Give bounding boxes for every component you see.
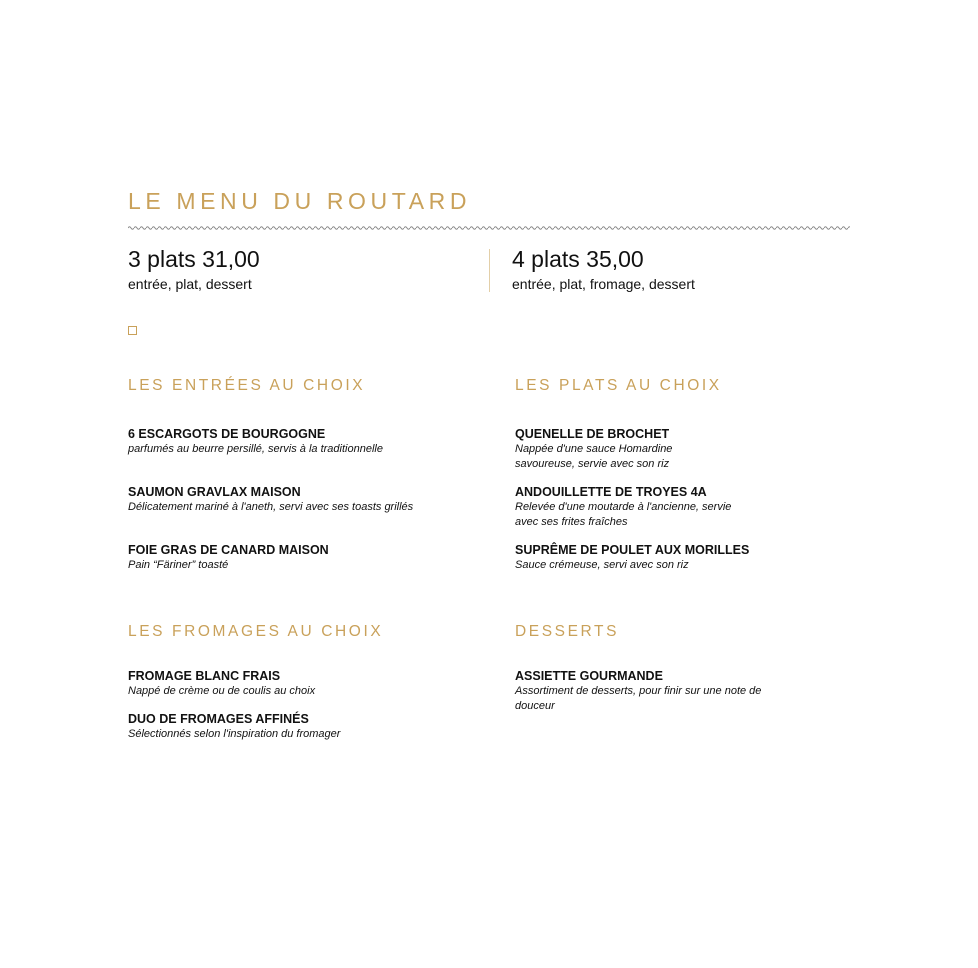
formula-4-price: 4 plats 35,00 <box>512 246 644 272</box>
section-heading-desserts: DESSERTS <box>515 623 620 640</box>
item-name: FROMAGE BLANC FRAIS <box>128 669 281 683</box>
menu-title: LE MENU DU ROUTARD <box>128 188 472 214</box>
item-name: SAUMON GRAVLAX MAISON <box>128 485 301 499</box>
item-desc: Sélectionnés selon l'inspiration du fromager <box>128 728 341 740</box>
item-name: ASSIETTE GOURMANDE <box>515 669 663 683</box>
wavy-divider <box>128 224 850 232</box>
formula-4-courses: entrée, plat, fromage, dessert <box>512 276 695 292</box>
item-name: 6 ESCARGOTS DE BOURGOGNE <box>128 427 326 441</box>
menu-item <box>128 712 488 742</box>
menu-item <box>515 427 735 472</box>
item-desc: Nappé de crème ou de coulis au choix <box>128 685 316 697</box>
item-name: SUPRÊME DE POULET AUX MORILLES <box>515 543 750 557</box>
item-desc: Relevée d'une moutarde à l'ancienne, servie avec ses frites fraîches <box>515 501 732 528</box>
section-heading-plats: LES PLATS AU CHOIX <box>515 377 722 394</box>
menu-item <box>128 485 488 515</box>
square-ornament-icon <box>128 326 137 335</box>
section-heading-entrees: LES ENTRÉES AU CHOIX <box>128 377 366 394</box>
menu-item <box>515 669 783 714</box>
item-desc: Nappée d'une sauce Homardine savoureuse, servie avec son riz <box>515 443 673 470</box>
formula-divider <box>489 249 490 292</box>
item-desc: Pain “Färiner” toasté <box>128 559 229 571</box>
menu-item <box>515 543 795 573</box>
menu-item <box>515 485 735 530</box>
item-desc: Délicatement mariné à l'aneth, servi avec ses toasts grillés <box>128 501 414 513</box>
item-name: QUENELLE DE BROCHET <box>515 427 670 441</box>
item-name: ANDOUILLETTE DE TROYES 4A <box>515 485 707 499</box>
item-desc: Sauce crémeuse, servi avec son riz <box>515 559 689 571</box>
menu-item <box>128 669 488 699</box>
item-desc: parfumés au beurre persillé, servis à la traditionnelle <box>128 443 383 455</box>
menu-item <box>128 427 488 457</box>
section-heading-fromages: LES FROMAGES AU CHOIX <box>128 623 384 640</box>
menu-item <box>128 543 488 573</box>
formula-3-price: 3 plats 31,00 <box>128 246 260 272</box>
item-name: DUO DE FROMAGES AFFINÉS <box>128 712 309 726</box>
formula-3-courses: entrée, plat, dessert <box>128 276 252 292</box>
item-name: FOIE GRAS DE CANARD MAISON <box>128 543 329 557</box>
item-desc: Assortiment de desserts, pour finir sur une note de douceur <box>515 685 762 712</box>
